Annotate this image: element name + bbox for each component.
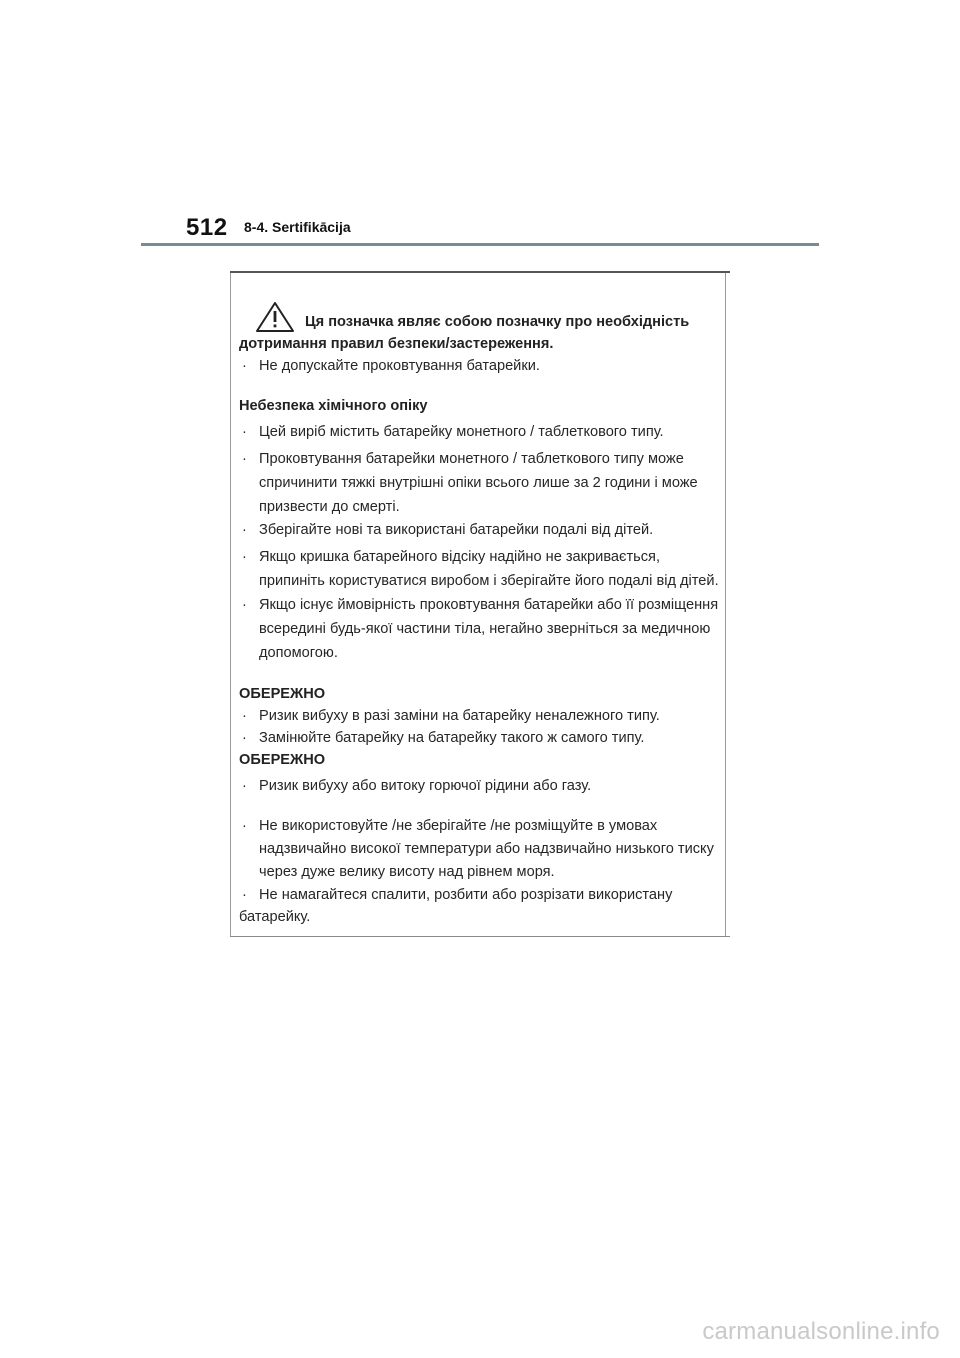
notice-bottom-border (230, 936, 730, 937)
chem-item-text: Зберігайте нові та використані батарейки подалі від дітей. (259, 522, 654, 538)
caution-item-text: Ризик вибуху або витоку горючої рідини або газу. (259, 778, 592, 794)
final-item-text: Не використовуйте /не зберігайте /не розміщуйте в умовах надзвичайно високої температури або надзвичайно низького тиску через дуже велику висоту над рівнем моря. (259, 818, 714, 880)
notice-right-border (725, 273, 726, 937)
bullet: · (242, 818, 247, 834)
bullet: · (242, 451, 247, 467)
final-item-tail: батарейку. (239, 909, 311, 925)
chem-item (239, 447, 719, 519)
intro-item-text: Не допускайте проковтування батарейки. (259, 358, 540, 374)
bullet: · (242, 597, 247, 613)
chem-item (239, 593, 719, 665)
notice-top-border (230, 271, 730, 273)
section-title: 8-4. Sertifikācija (244, 219, 351, 235)
warning-triangle-icon (255, 301, 295, 333)
chemical-burn-heading: Небезпека хімічного опіку (239, 398, 428, 414)
bullet: · (242, 549, 247, 565)
watermark: carmanualsonline.info (702, 1318, 940, 1345)
chem-item (239, 545, 719, 593)
final-item-text: Не намагайтеся спалити, розбити або розрізати використану (259, 887, 673, 903)
warning-header (239, 299, 719, 333)
warning-symbol-text-line-1: Ця позначка являє собою позначку про необхідність (305, 314, 690, 330)
notice-left-border (230, 273, 231, 937)
bullet: · (242, 358, 247, 374)
caution-item-text: Ризик вибуху в разі заміни на батарейку неналежного типу. (259, 708, 660, 724)
warning-symbol-text-line-2: дотримання правил безпеки/застереження. (239, 336, 554, 352)
chem-item-text: Якщо кришка батарейного відсіку надійно не закривається, припиніть користуватися виробом і зберігайте його подалі від дітей. (259, 549, 719, 589)
final-item (239, 815, 719, 884)
bullet: · (242, 778, 247, 794)
caution-heading-1: ОБЕРЕЖНО (239, 686, 326, 702)
chem-item (239, 421, 719, 443)
bullet: · (242, 522, 247, 538)
bullet: · (242, 424, 247, 440)
caution-item (239, 727, 719, 749)
caution-heading-2: ОБЕРЕЖНО (239, 752, 326, 768)
chem-item-text: Якщо існує ймовірність проковтування батарейки або її розміщення всередині будь-якої частини тіла, негайно зверніться за медичною допомогою. (259, 597, 719, 661)
battery-safety-notice (230, 271, 730, 937)
bullet: · (242, 708, 247, 724)
caution-item (239, 705, 719, 727)
page-number: 512 (186, 214, 228, 241)
chem-item-text: Цей виріб містить батарейку монетного / таблеткового типу. (259, 424, 664, 440)
bullet: · (242, 730, 247, 746)
intro-item (239, 355, 719, 377)
final-item (239, 884, 719, 906)
header-rule (141, 243, 819, 246)
chem-item-text: Проковтування батарейки монетного / таблеткового типу може спричинити тяжкі внутрішні опіки всього лише за 2 години і може призвести до смерті. (259, 451, 698, 515)
notice-content (239, 299, 719, 928)
bullet: · (242, 887, 247, 903)
caution-item-text: Замінюйте батарейку на батарейку такого ж самого типу. (259, 730, 645, 746)
caution-item (239, 775, 719, 797)
chem-item (239, 519, 719, 541)
